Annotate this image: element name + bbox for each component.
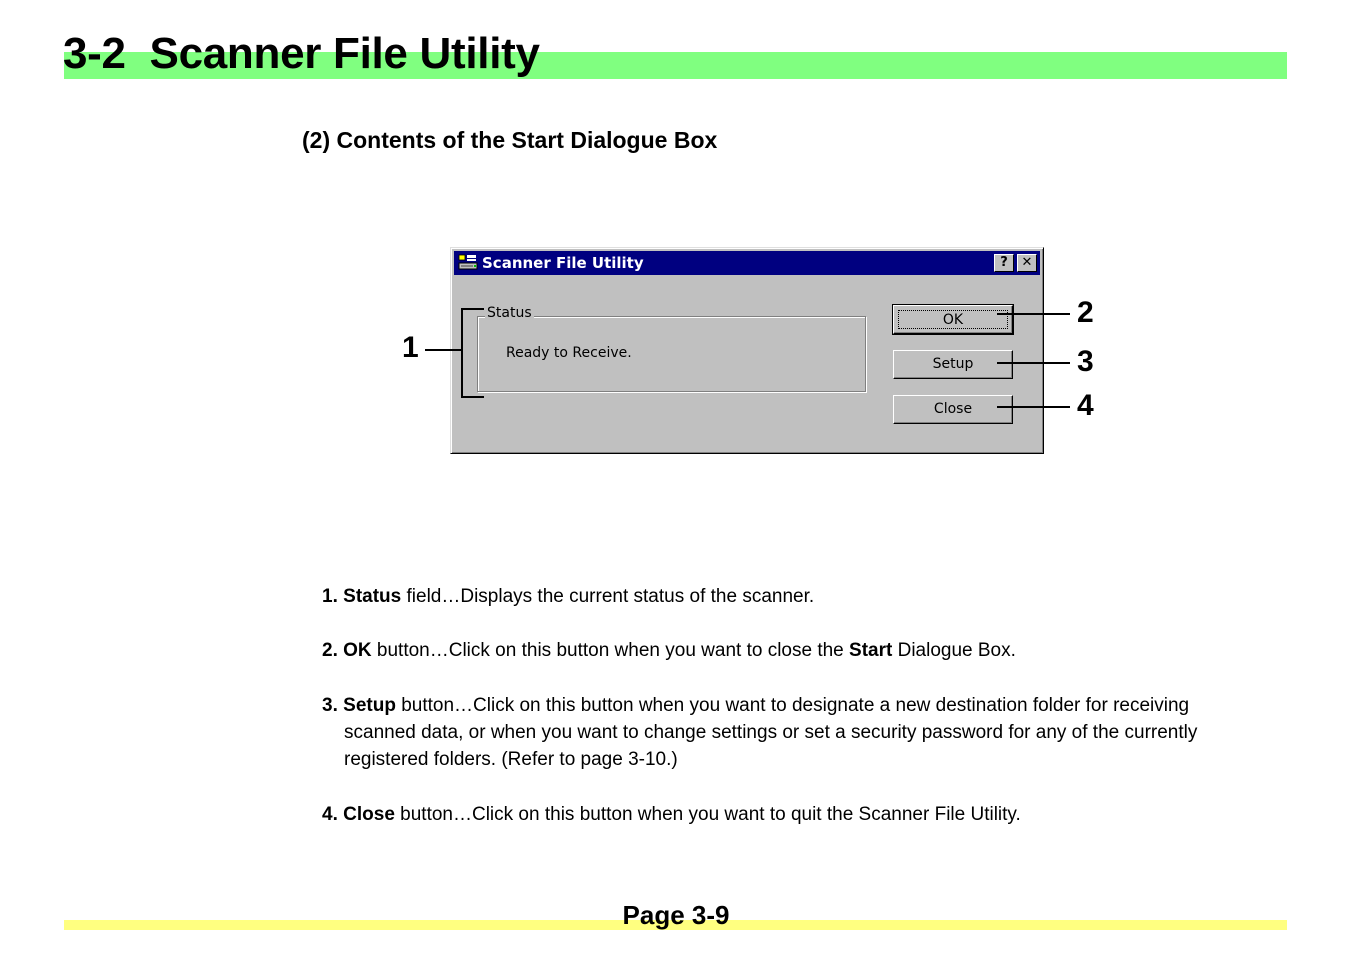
description-setup [322,692,1282,773]
start-dialog [450,247,1044,454]
desc-3-term: Setup [343,695,396,716]
status-text: Ready to Receive. [506,345,632,361]
description-close [322,801,1282,828]
callout-1-leader [425,349,462,351]
callout-1-bracket [461,308,463,398]
desc-3-num: 3. [322,695,338,716]
callout-3: 3 [1077,345,1094,378]
desc-3-line2: scanned data, or when you want to change settings or set a security password for any of the currently [344,722,1198,743]
description-ok [322,637,1282,664]
page-heading: 3-2 Scanner File Utility [63,29,540,78]
scanner-app-icon [458,254,478,272]
callout-1-bracket-top [461,308,484,310]
desc-2-term: OK [343,640,372,661]
desc-3-line1: button…Click on this button when you want to designate a new destination folder for receiving [395,695,1190,716]
description-status [322,583,1282,610]
callout-4: 4 [1077,389,1094,422]
desc-4-term: Close [343,804,395,825]
ok-button-label: OK [898,310,1008,329]
desc-1-text: field…Displays the current status of the scanner. [401,586,815,607]
desc-4-num: 4. [322,804,338,825]
callout-1: 1 [402,331,419,364]
desc-2-term2: Start [849,640,893,661]
title-close-button[interactable]: ✕ [1017,254,1037,272]
page-number: Page 3-9 [622,900,730,930]
desc-4-text: button…Click on this button when you want to quit the Scanner File Utility. [394,804,1021,825]
callout-3-leader [997,362,1070,364]
desc-2-text-after: Dialogue Box. [892,640,1016,661]
desc-1-term: Status [343,586,402,607]
close-button[interactable]: Close [893,395,1013,424]
callout-2-leader [997,313,1070,315]
callout-2: 2 [1077,296,1094,329]
callout-4-leader [997,406,1070,408]
section-title: (2) Contents of the Start Dialogue Box [302,127,718,153]
help-button[interactable]: ? [994,254,1014,272]
desc-2-text: button…Click on this button when you want to close the [371,640,850,661]
status-group-label: Status [487,305,532,321]
desc-1-num: 1. [322,586,338,607]
dialog-title: Scanner File Utility [482,254,644,272]
setup-button[interactable]: Setup [893,350,1013,379]
desc-2-num: 2. [322,640,338,661]
callout-1-bracket-bottom [461,396,484,398]
dialog-titlebar[interactable] [454,251,1040,275]
desc-3-line3: registered folders. (Refer to page 3-10.) [344,749,678,770]
ok-button[interactable] [893,305,1013,334]
